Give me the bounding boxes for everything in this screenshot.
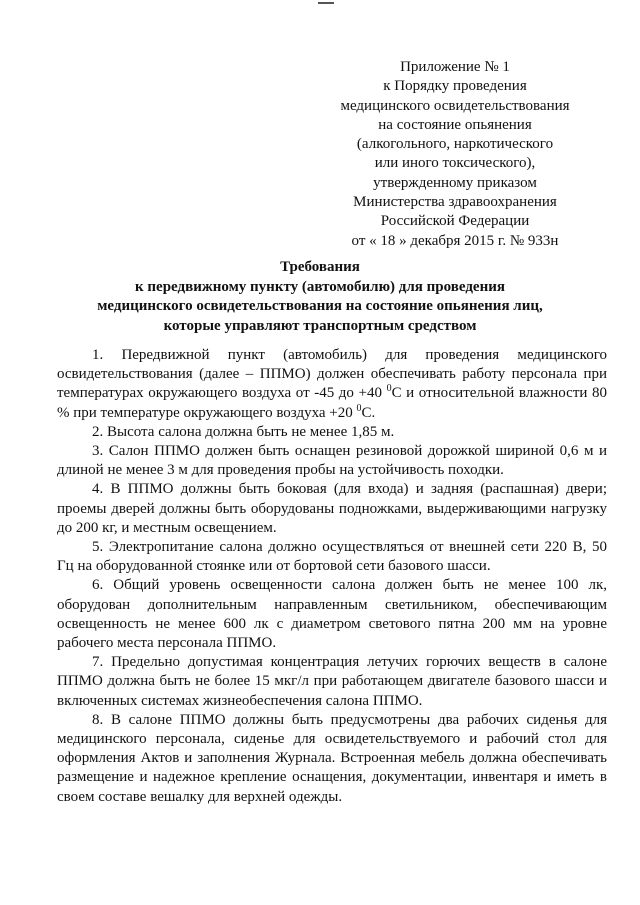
appendix-header bbox=[330, 58, 580, 251]
paragraph-6: 6. Общий уровень освещенности салона должен быть не менее 100 лк, оборудован дополнительным направленным светильником, обеспечивающим освещенность не менее 600 лк с диаметром светового пятна 200 мм на уровне рабочего места персонала ППМО. bbox=[57, 577, 607, 652]
paragraph-1-text-b: С и относительной влажности 80 % при температуре окружающего воздуха +20 bbox=[57, 385, 608, 421]
appendix-line: медицинского освидетельствования bbox=[340, 97, 570, 114]
paragraph-1 bbox=[57, 346, 607, 423]
appendix-line: Приложение № 1 bbox=[400, 59, 510, 75]
appendix-line: утвержденному приказом bbox=[373, 174, 537, 191]
degree-superscript: 0 bbox=[386, 383, 392, 395]
appendix-line: (алкогольного, наркотического bbox=[356, 136, 554, 153]
title-line: медицинского освидетельствования на состояние опьянения лиц, bbox=[97, 298, 543, 314]
paragraph-4: 4. В ППМО должны быть боковая (для входа) и задняя (распашная) двери; проемы дверей должны быть оборудованы подножками, выдерживающими нагрузку до 200 кг, и местным освещением. bbox=[57, 481, 607, 536]
appendix-line: или иного токсического), bbox=[374, 155, 536, 172]
paragraph-7: 7. Предельно допустимая концентрация летучих горючих веществ в салоне ППМО должна быть не более 15 мкг/л при работающем двигателе базового шасси и включенных системах жизнеобеспечения салона ППМО. bbox=[57, 654, 607, 709]
appendix-line: от « 18 » декабря 2015 г. № 933н bbox=[351, 232, 559, 249]
requirements-body bbox=[57, 346, 607, 807]
paragraph-8: 8. В салоне ППМО должны быть предусмотрены два рабочих сиденья для медицинского персонала, сиденье для освидетельствуемого и рабочий стол для оформления Актов и заполнения Журнала. Встроенная мебель должна обеспечивать размещение и надежное крепление оснащения, документации, инвентаря и иметь в своем составе вешалку для верхней одежды. bbox=[57, 711, 607, 805]
degree-superscript: 0 bbox=[356, 402, 362, 414]
paragraph-1-text-a: 1. Передвижной пункт (автомобиль) для проведения медицинского освидетельствования (далее – ППМО) должен обеспечивать работу персонала при температурах окружающего воздуха от -45 до +40 bbox=[57, 347, 607, 402]
paragraph-5: 5. Электропитание салона должно осуществляться от внешней сети 220 В, 50 Гц на оборудованной стоянке или от бортовой сети базового шасси. bbox=[57, 539, 607, 575]
appendix-line: Российской Федерации bbox=[380, 213, 530, 230]
title-line: которые управляют транспортным средством bbox=[163, 317, 477, 334]
title-line: Требования bbox=[280, 259, 360, 275]
page-top-mark bbox=[318, 0, 334, 4]
title-line: к передвижному пункту (автомобилю) для проведения bbox=[135, 278, 505, 295]
appendix-line: Министерства здравоохранения bbox=[353, 194, 557, 211]
appendix-line: к Порядку проведения bbox=[383, 78, 527, 95]
paragraph-3: 3. Салон ППМО должен быть оснащен резиновой дорожкой шириной 0,6 м и длиной не менее 3 м для проведения пробы на устойчивость походки. bbox=[57, 443, 607, 479]
paragraph-2: 2. Высота салона должна быть не менее 1,85 м. bbox=[92, 423, 395, 440]
document-title bbox=[40, 258, 600, 336]
paragraph-1-text-c: С. bbox=[361, 404, 376, 421]
appendix-line: на состояние опьянения bbox=[378, 116, 532, 133]
